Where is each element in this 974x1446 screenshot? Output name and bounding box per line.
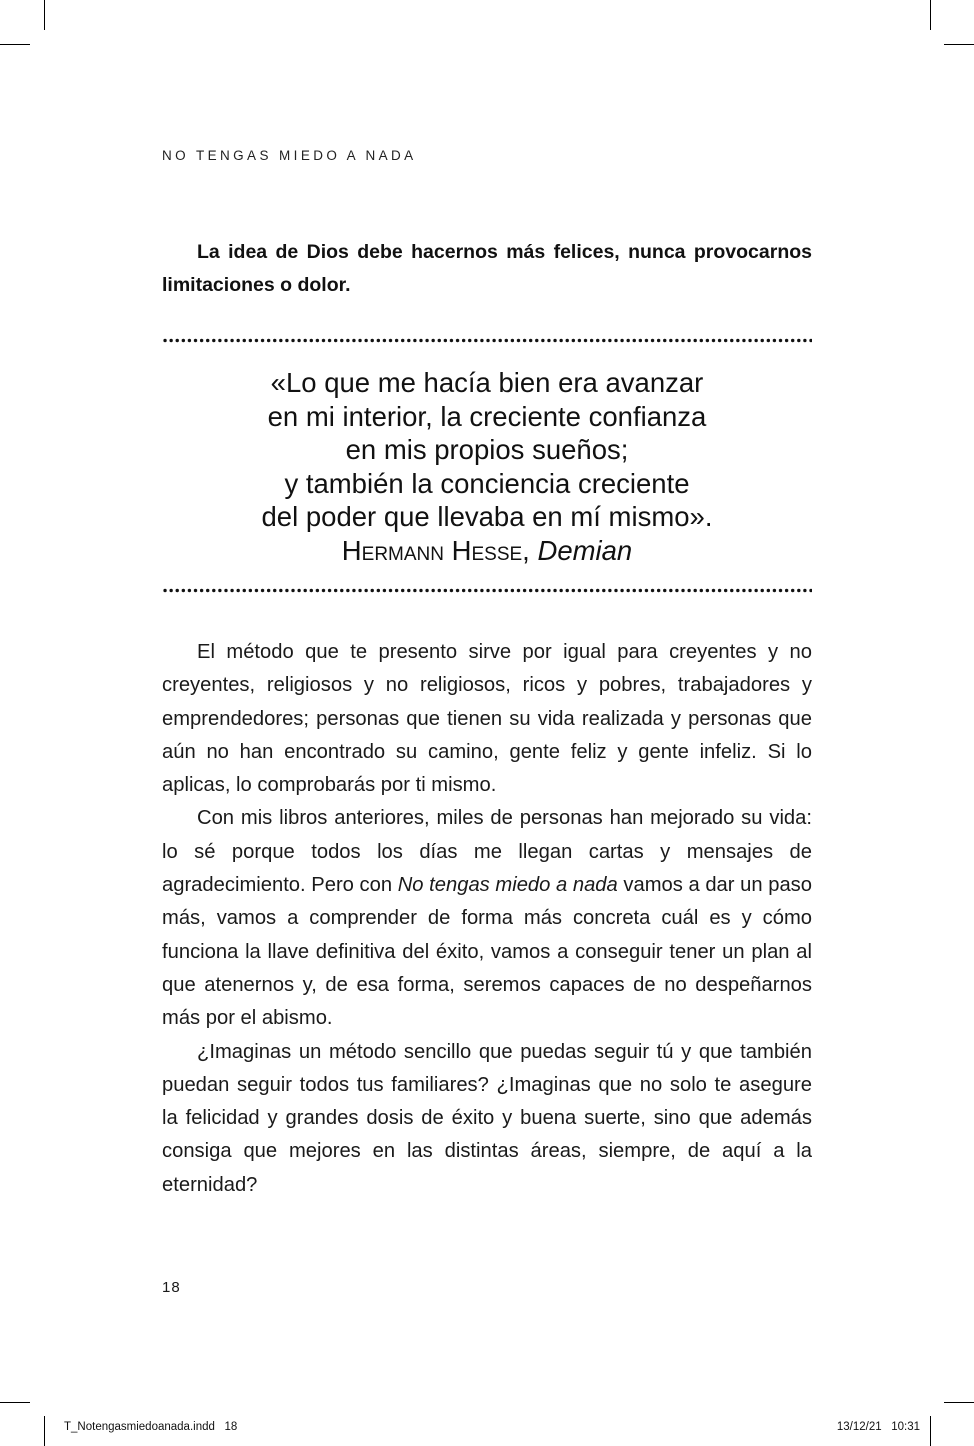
quote-line: en mi interior, la creciente confianza (267, 400, 707, 432)
crop-mark (44, 0, 45, 30)
body-paragraph: ¿Imaginas un método sencillo que puedas seguir tú y que también puedan seguir todos tus familiares? ¿Imaginas que no solo te asegure la felicidad y grandes dosis de éxito y buena suerte, sino que además consiga que mejores en las distintas áreas, siempre, de aquí a la eternidad? (162, 1040, 812, 1196)
quote-author: Hermann Hesse (341, 534, 523, 566)
dotted-divider-top (162, 338, 812, 343)
body-text (162, 636, 812, 1202)
quote-work: Demian (537, 534, 633, 566)
body-text-run: Con mis libros anteriores, miles de personas han mejorado su vida: lo sé porque todos los días me llegan cartas y mensajes de agradecimiento. Pero con (162, 807, 812, 897)
quote-line: «Lo que me hacía bien era avanzar (270, 367, 704, 398)
crop-mark (930, 0, 931, 30)
crop-mark (930, 1416, 931, 1446)
page-number: 18 (162, 1279, 181, 1296)
crop-mark (44, 1416, 45, 1446)
book-title: No tengas miedo a nada (397, 874, 618, 897)
running-head: NO TENGAS MIEDO A NADA (162, 148, 417, 163)
quote-line: del poder que llevaba en mí mismo». (261, 501, 713, 532)
slug-date: 13/12/21 10:31 (836, 1421, 920, 1433)
crop-mark (0, 44, 30, 45)
body-paragraph (162, 802, 812, 1035)
epigraph-quote (162, 366, 812, 567)
body-paragraph: El método que te presento sirve por igual para creyentes y no creyentes, religiosos y no religiosos, ricos y pobres, trabajadores y emprendedores; personas que tienen su vida realizada y personas que aún no han encontrado su camino, gente feliz y gente infeliz. Si lo aplicas, lo comprobarás por ti mismo. (162, 641, 812, 797)
slug-filename: T_Notengasmiedoanada.indd 18 (64, 1421, 238, 1433)
crop-mark (944, 1402, 974, 1403)
quote-attribution (162, 534, 812, 568)
lead-paragraph: La idea de Dios debe hacernos más felices, nunca provocarnos limitaciones o dolor. (162, 241, 812, 296)
body-text-run: vamos a dar un paso más, vamos a comprender de forma más concreta cuál es y cómo funciona la llave definitiva del éxito, vamos a conseguir tener un plan al que atenernos y, de esa forma, seremos capaces de no despeñarnos más por el abismo. (162, 874, 812, 1030)
quote-line: y también la conciencia creciente (284, 467, 690, 499)
crop-mark (0, 1402, 30, 1403)
attribution-separator: , (522, 534, 538, 566)
dotted-divider-bottom (162, 588, 812, 593)
quote-line: en mis propios sueños; (345, 434, 629, 465)
crop-mark (944, 44, 974, 45)
